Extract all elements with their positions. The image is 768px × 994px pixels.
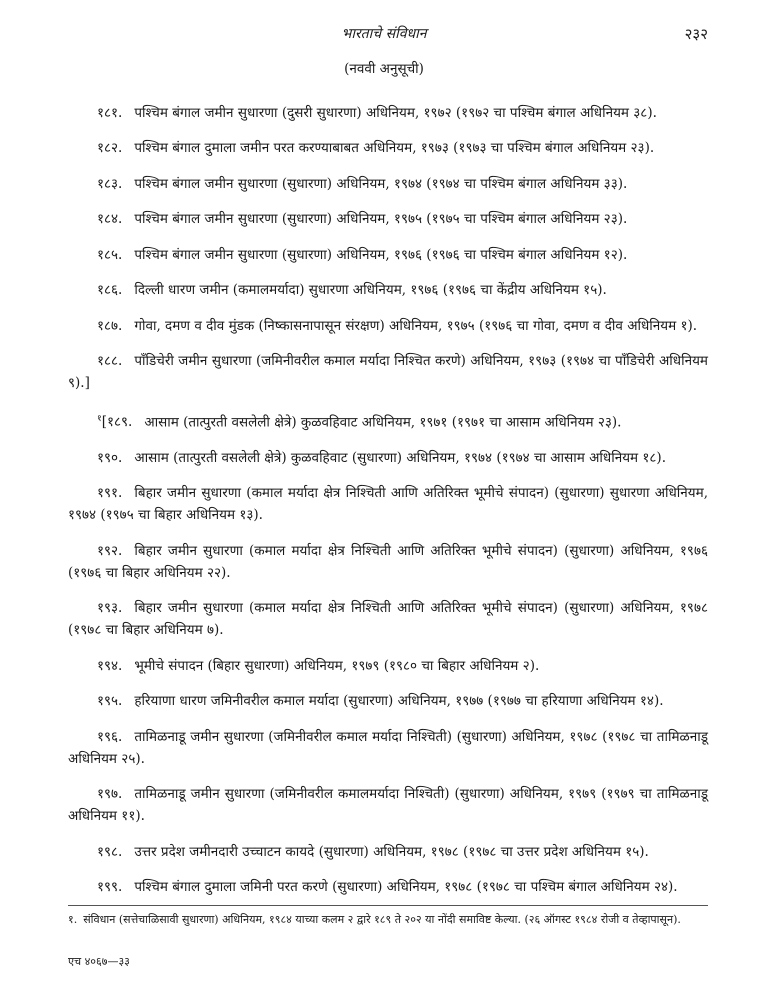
schedule-entry: [68, 315, 708, 337]
entry-number: १८६.: [97, 282, 123, 298]
entry-number: १९९.: [97, 879, 123, 895]
schedule-entry: [68, 408, 708, 434]
schedule-entry: [68, 876, 708, 898]
schedule-entry: [68, 482, 708, 526]
entry-text: बिहार जमीन सुधारणा (कमाल मर्यादा क्षेत्र निश्चिती आणि अतिरिक्त भूमीचे संपादन) (सुधारणा) अधिनियम, १९७६ (१९७६ चा बिहार अधिनियम २२).: [68, 542, 708, 581]
schedule-entry: [68, 102, 708, 124]
entry-number: १८३.: [97, 175, 123, 192]
page-number: २३२: [684, 25, 708, 43]
schedule-entry: [68, 597, 708, 641]
entry-number: १९४.: [97, 657, 123, 674]
entry-text: पश्चिम बंगाल दुमाला जमीन परत करण्याबाबत अधिनियम, १९७३ (१९७३ चा पश्चिम बंगाल अधिनियम २३).: [134, 140, 655, 156]
entry-text: बिहार जमीन सुधारणा (कमाल मर्यादा क्षेत्र निश्चिती आणि अतिरिक्त भूमीचे संपादन) (सुधारणा) सुधारणा अधिनियम, १९७४ (१९७५ चा बिहार अधिनियम १३).: [68, 485, 708, 523]
schedule-entry: [68, 244, 708, 266]
schedule-entry: [68, 783, 708, 827]
schedule-entry: [68, 841, 708, 863]
entry-number: १८४.: [97, 211, 123, 227]
entry-text: पश्चिम बंगाल जमीन सुधारणा (सुधारणा) अधिनियम, १९७४ (१९७४ चा पश्चिम बंगाल अधिनियम ३३).: [134, 175, 628, 192]
entry-text: पश्चिम बंगाल जमीन सुधारणा (सुधारणा) अधिनियम, १९७६ (१९७६ चा पश्चिम बंगाल अधिनियम १२).: [134, 246, 628, 263]
entry-text: आसाम (तात्पुरती वसलेली क्षेत्रे) कुळवहिवाट अधिनियम, १९७१ (१९७१ चा आसाम अधिनियम २३).: [144, 414, 622, 430]
entry-text: हरियाणा धारण जमिनीवरील कमाल मर्यादा (सुधारणा) अधिनियम, १९७७ (१९७७ चा हरियाणा अधिनियम १४).: [134, 693, 664, 709]
entry-number: [१८९.: [101, 414, 133, 430]
schedule-entry: [68, 655, 708, 677]
schedule-entry: [68, 690, 708, 712]
entry-number: १९८.: [97, 843, 123, 860]
footnote-reference-mark: १: [97, 413, 102, 424]
entry-number: १९२.: [97, 542, 123, 559]
entry-number: १८५.: [97, 246, 123, 263]
entry-text: उत्तर प्रदेश जमीनदारी उच्चाटन कायदे (सुधारणा) अधिनियम, १९७८ (१९७८ चा उत्तर प्रदेश अधिनियम १५).: [134, 843, 649, 860]
entry-text: तामिळनाडू जमीन सुधारणा (जमिनीवरील कमाल मर्यादा निश्चिती) (सुधारणा) अधिनियम, १९७८ (१९७८ चा तामिळनाडू अधिनियम २५).: [68, 728, 708, 767]
schedule-entries: [68, 88, 708, 908]
entry-number: १८७.: [97, 317, 123, 334]
entry-text: पश्चिम बंगाल दुमाला जमिनी परत करणे (सुधारणा) अधिनियम, १९७८ (१९७८ चा पश्चिम बंगाल अधिनियम २४).: [134, 879, 678, 895]
entry-text: दिल्ली धारण जमीन (कमालमर्यादा) सुधारणा अधिनियम, १९७६ (१९७६ चा केंद्रीय अधिनियम १५).: [134, 282, 607, 298]
entry-number: १८१.: [97, 104, 123, 121]
entry-text: गोवा, दमण व दीव मुंडक (निष्कासनापासून संरक्षण) अधिनियम, १९७५ (१९७६ चा गोवा, दमण व दीव अधिनियम १).: [134, 317, 698, 334]
entry-number: १८८.: [97, 353, 123, 369]
footnote-mark: १.: [68, 913, 78, 926]
schedule-entry: [68, 208, 708, 230]
footnote-text: संविधान (सत्तेचाळिसावी सुधारणा) अधिनियम, १९८४ याच्या कलम २ द्वारे १८९ ते २०२ या नोंदी समाविष्ट केल्या. (२६ ऑगस्ट १९८४ रोजी व तेव्हापासून).: [83, 913, 681, 926]
schedule-entry: [68, 540, 708, 584]
schedule-entry: [68, 726, 708, 770]
entry-text: पश्चिम बंगाल जमीन सुधारणा (दुसरी सुधारणा) अधिनियम, १९७२ (१९७२ चा पश्चिम बंगाल अधिनियम ३८).: [134, 104, 657, 121]
schedule-entry: [68, 173, 708, 195]
entry-text: आसाम (तात्पुरती वसलेली क्षेत्रे) कुळवहिवाट (सुधारणा) अधिनियम, १९७४ (१९७४ चा आसाम अधिनियम १८).: [134, 449, 666, 466]
entry-number: १८२.: [97, 140, 123, 156]
print-code: एच ४०६७—३३: [68, 955, 130, 968]
section-subtitle: (नववी अनुसूची): [344, 61, 424, 77]
entry-text: पाँडिचेरी जमीन सुधारणा (जमिनीवरील कमाल मर्यादा निश्चित करणे) अधिनियम, १९७३ (१९७४ चा पाँडिचेरी अधिनियम ९).]: [68, 353, 708, 391]
entry-text: भूमीचे संपादन (बिहार सुधारणा) अधिनियम, १९७९ (१९८० चा बिहार अधिनियम २).: [134, 657, 540, 674]
entry-number: १९७.: [97, 786, 123, 802]
entry-number: १९६.: [97, 728, 123, 745]
entry-number: १९०.: [97, 449, 123, 466]
schedule-entry: [68, 137, 708, 159]
entry-number: १९३.: [97, 600, 123, 616]
schedule-entry: [68, 350, 708, 394]
footnote: [68, 911, 708, 928]
schedule-entry: [68, 447, 708, 469]
entry-text: बिहार जमीन सुधारणा (कमाल मर्यादा क्षेत्र निश्चिती आणि अतिरिक्त भूमीचे संपादन) (सुधारणा) अधिनियम, १९७८ (१९७८ चा बिहार अधिनियम ७).: [68, 600, 708, 638]
entry-text: तामिळनाडू जमीन सुधारणा (जमिनीवरील कमालमर्यादा निश्चिती) (सुधारणा) अधिनियम, १९७९ (१९७९ चा तामिळनाडू अधिनियम ११).: [68, 786, 708, 824]
entry-text: पश्चिम बंगाल जमीन सुधारणा (सुधारणा) अधिनियम, १९७५ (१९७५ चा पश्चिम बंगाल अधिनियम २३).: [134, 211, 628, 227]
entry-number: १९५.: [97, 693, 123, 709]
footnote-divider: [68, 905, 708, 906]
schedule-entry: [68, 279, 708, 301]
running-header-title: भारताचे संविधान: [341, 26, 427, 42]
entry-number: १९१.: [97, 485, 123, 501]
